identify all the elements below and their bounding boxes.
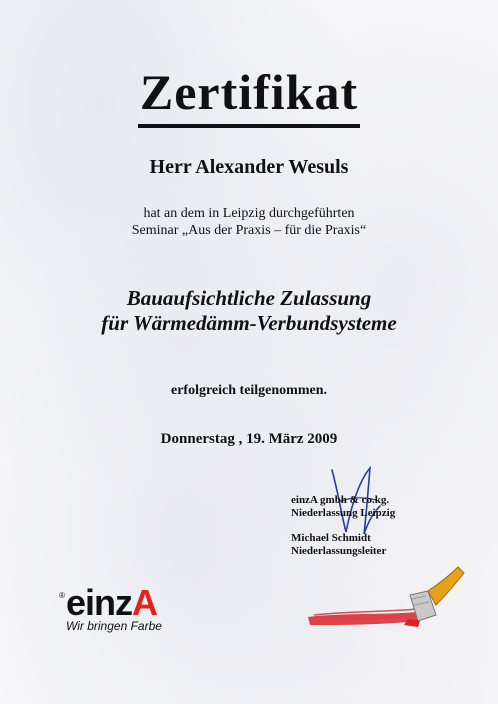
intro-text <box>0 205 498 239</box>
certificate-title-text: Zertifikat <box>138 62 360 128</box>
logo-word-accent: A <box>132 582 158 623</box>
certificate-title <box>0 62 498 128</box>
result-text: erfolgreich teilgenommen. <box>170 383 328 398</box>
subject-line-2: für Wärmedämm-Verbundsysteme <box>101 311 397 335</box>
certificate-date: Donnerstag , 19. März 2009 <box>160 431 338 447</box>
subject-line-1: Bauaufsichtliche Zulassung <box>126 286 372 310</box>
intro-line-1: hat an dem in Leipzig durchgeführten <box>143 206 355 221</box>
logo-tagline: Wir bringen Farbe <box>66 619 162 633</box>
recipient-name: Herr Alexander Wesuls <box>149 156 349 178</box>
logo-wordmark <box>66 582 162 623</box>
seminar-subject <box>0 286 498 336</box>
paint-brush-icon <box>300 565 470 635</box>
company-branch: Niederlassung Leipzig <box>291 507 396 519</box>
signer-name: Michael Schmidt <box>291 532 371 544</box>
company-name: einzA gmbh & co.kg. <box>291 494 390 506</box>
einza-logo <box>59 582 162 633</box>
logo-registered-mark: ® <box>59 591 65 600</box>
logo-word-prefix: einz <box>66 582 133 623</box>
signer-block <box>291 532 386 558</box>
company-block <box>291 494 395 520</box>
signer-role: Niederlassungsleiter <box>291 545 387 557</box>
intro-line-2: Seminar „Aus der Praxis – für die Praxis“ <box>131 223 367 238</box>
